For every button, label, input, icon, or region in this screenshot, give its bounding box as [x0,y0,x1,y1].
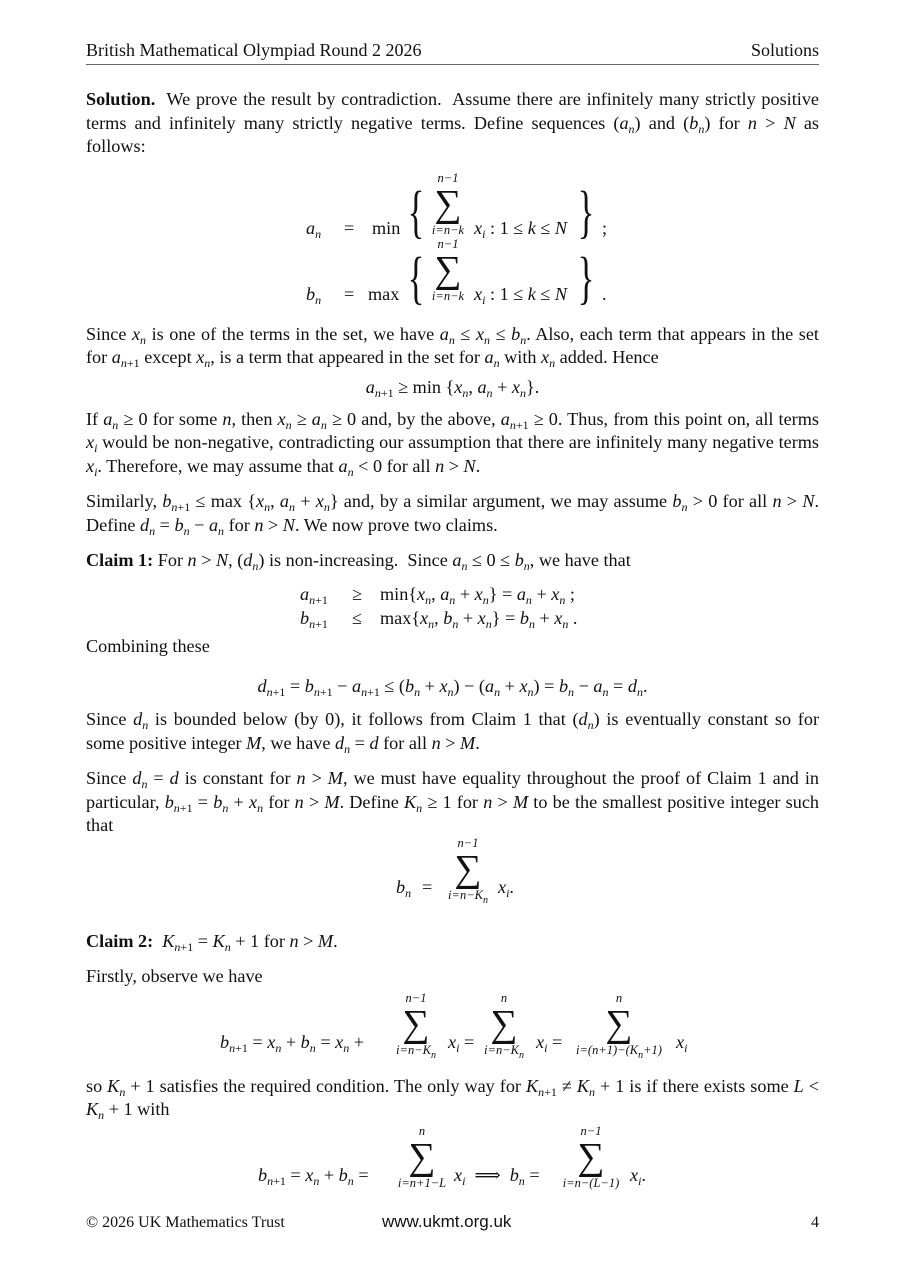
paragraph-so-kn: so $K_n + 1$ satisfies the required condition. The only way for $K_{n+1} \ne K_n + 1$ is if there exists some $L < K_n + 1$ with [86,1075,820,1122]
paragraph-bounded: Since $d_n$ is bounded below (by 0), it follows from Claim 1 that $(d_n)$ is eventually constant so for some positive integer M, we have $d_n = d$ for all n > M. [86,709,819,756]
equation-bn1-expansion: $b_{n+1} = x_n + b_n = x_n$ + n−1 ∑ $i=n-K_n$ $x_i$ = n ∑ $i=n-K_n$ $x_i$ = n ∑ $i=(n+1)-(K_n+1)$ $x_i$ [220,990,688,1061]
paragraph-claim2: Claim 2: $K_{n+1} = K_n + 1$ for n > M. [86,930,338,954]
paragraph-constant: Since $d_n = d$ is constant for n > M, we must have equality throughout the proof of Claim 1 and in particular, $b_{n+1} = b_n + x_n$ for n > M. Define $K_n \ge 1$ for n > M to be the smallest positive integer such that [86,768,820,835]
claim1-label: Claim 1: [86,550,154,570]
paragraph-similarly: Similarly, $b_{n+1} \le \max \{x_n$, $a_n + x_n$} and, by a similar argument, we may assume $b_n > 0$ for all n > N. Define $d_n = b_n - a_n$ for n > N. We now prove two claims. [86,491,819,538]
paragraph-if-an: If $a_n \ge 0$ for some n, then $x_n \ge a_n \ge 0$ and, by the above, $a_{n+1} \ge 0$. Thus, from this point on, all terms $x_i$ would be non-negative, contradicting our assumption that there are infinitely many negative terms $x_i$. Therefore, we may assume that $a_n < 0$ for all n > N. [86,408,819,479]
page-header [86,40,819,65]
equation-bn-sum-Kn: $b_n$ = n−1 ∑ $i=n-K_n$ $x_i$. [396,835,514,906]
solution-label: Solution. [86,89,156,109]
footer-url[interactable]: www.ukmt.org.uk [382,1212,512,1231]
equation-claim1-bounds: $a_{n+1}$ ≥ $\min\{x_n$, $a_n + x_n\} = a_n + x_n$ ; $b_{n+1}$ ≤ $\max\{x_n$, $b_n + x_n\} = b_n + x_n$ . [300,583,578,631]
header-section: Solutions [750,40,819,60]
paragraph-since-xn: Since $x_n$ is one of the terms in the set, we have $a_n \le x_n \le b_n$. Also, each term that appears in the set for $a_{n+1}$ except $x_n$, is a term that appeared in the set for $a_n$ with $x_n$ added. Hence [86,323,819,370]
paragraph-intro: Solution. We prove the result by contradiction. Assume there are infinitely many strictly positive terms and infinitely many strictly negative terms. Define sequences $(a_n)$ and $(b_n)$ for n > N as follows: [86,89,820,156]
paragraph-firstly: Firstly, observe we have [86,966,263,986]
footer-page-number: 4 [811,1214,819,1231]
equation-an1-min: $a_{n+1} \ge \min \{x_n$, $a_n + x_n$}. [365,376,540,400]
page-body [86,88,819,1208]
equation-implication: $b_{n+1} = x_n + b_n$ = n ∑ i=n+1−L $x_i$ ⟹ $b_n$ = n−1 ∑ i=n−(L−1) $x_i$. [258,1123,646,1190]
equation-dn-decreasing: $d_{n+1} = b_{n+1} - a_{n+1} \le (b_n + x_n) - (a_n + x_n) = b_n - a_n = d_n$. [257,676,648,699]
header-title: British Mathematical Olympiad Round 2 2026 [86,40,422,60]
paragraph-claim1: Claim 1: For n > N, $(d_n)$ is non-increasing. Since $a_n \le 0 \le b_n$, we have that [86,550,631,573]
equation-an-bn: $a_n$ = min { n−1 ∑ i=n−k $x_i$ : 1 ≤ k ≤ N } ; $b_n$ = max { n−1 ∑ i=n−k $x_i$ : 1 ≤ k ≤ N } . [306,170,608,310]
footer-copyright: © 2026 UK Mathematics Trust [86,1214,285,1231]
claim2-label: Claim 2: [86,930,154,951]
paragraph-combining: Combining these [86,635,210,656]
